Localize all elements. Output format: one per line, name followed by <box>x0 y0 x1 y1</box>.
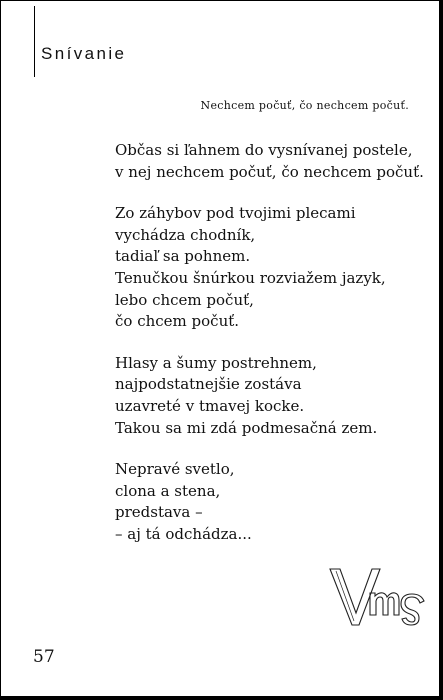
stanza <box>115 140 424 183</box>
verse-line: Zo záhybov pod tvojimi plecami <box>115 204 356 223</box>
page-number: 57 <box>33 647 55 667</box>
stanza <box>115 459 424 545</box>
verse-line: lebo chcem počuť, <box>115 290 254 309</box>
verse-line: tadiaľ sa pohnem. <box>115 247 251 266</box>
epigraph: Nechcem počuť, čo nechcem počuť. <box>200 99 409 112</box>
verse-line: uzavreté v tmavej kocke. <box>115 396 305 415</box>
verse-line: čo chcem počuť. <box>115 312 240 331</box>
stanza <box>115 203 424 333</box>
stanza <box>115 353 424 439</box>
verse-line: Nepravé svetlo, <box>115 460 235 479</box>
verse-line: – aj tá odchádza... <box>115 524 252 543</box>
verse-line: Občas si ľahnem do vysnívanej postele, <box>115 141 413 159</box>
verse-line: Hlasy a šumy postrehnem, <box>115 353 317 372</box>
page-title: Snívanie <box>41 44 127 63</box>
verse-line: Takou sa mi zdá podmesačná zem. <box>115 418 378 437</box>
verse-line: v nej nechcem počuť, čo nechcem počuť. <box>115 162 424 181</box>
verse-line: najpodstatnejšie zostáva <box>115 375 302 394</box>
verse-line: clona a stena, <box>115 481 221 500</box>
poem-body <box>115 140 424 566</box>
header-rule <box>34 6 35 77</box>
verse-line: Tenučkou šnúrkou rozviažem jazyk, <box>115 268 386 287</box>
verse-line: vychádza chodník, <box>115 225 256 244</box>
vms-logo-icon <box>328 563 428 633</box>
verse-line: predstava – <box>115 503 203 522</box>
